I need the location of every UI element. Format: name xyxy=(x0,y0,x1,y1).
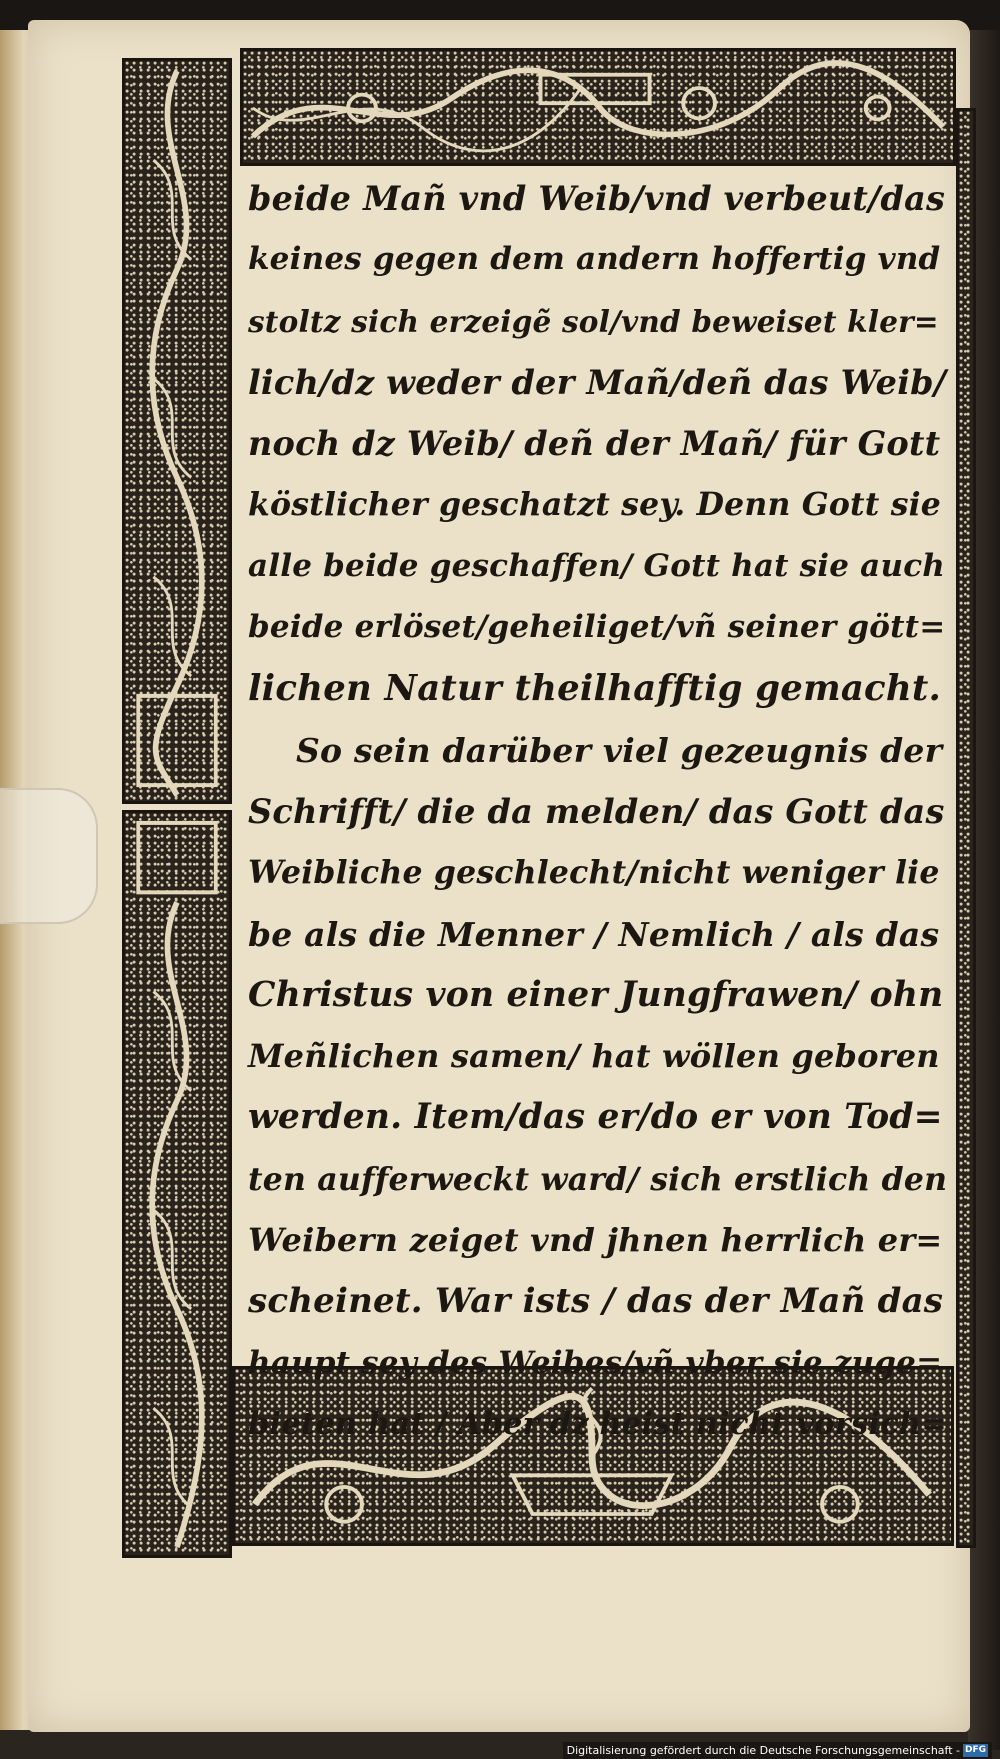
text-line: be als die Menner / Nemlich / als das xyxy=(248,914,940,954)
page-clip xyxy=(0,788,98,924)
text-line: Weibliche geschlecht/nicht weniger lie xyxy=(248,854,940,892)
ornament-border-right-edge xyxy=(956,108,976,1548)
text-line: alle beide geschaffen/ Gott hat sie auch xyxy=(248,547,946,584)
text-line: beide Mañ vnd Weib/vnd verbeut/das xyxy=(248,179,946,218)
text-line: Meñlichen samen/ hat wöllen geboren xyxy=(248,1037,940,1076)
text-line: Weibern zeiget vnd jhnen herrlich er= xyxy=(248,1221,943,1260)
text-line: scheinet. War ists / das der Mañ das xyxy=(248,1281,944,1322)
ornament-border-left-upper xyxy=(122,58,232,804)
text-line: beide erlöset/geheiliget/vñ seiner gött= xyxy=(248,609,946,646)
text-line: Schrifft/ die da melden/ das Gott das xyxy=(248,791,945,831)
text-line: köstlicher geschatzt sey. Denn Gott sie xyxy=(248,486,942,524)
credit-text: Digitalisierung gefördert durch die Deutsche Forschungsgemeinschaft - xyxy=(566,1744,960,1757)
dfg-logo: DFG xyxy=(964,1745,986,1755)
text-line: lichen Natur theilhafftig gemacht. xyxy=(248,668,942,710)
ornament-border-top xyxy=(240,48,956,166)
page-text xyxy=(248,168,948,1442)
ornament-border-left-lower xyxy=(122,810,232,1558)
text-line: haupt sey des Weibes/vñ vber sie zuge= xyxy=(248,1344,943,1381)
text-line: Christus von einer Jungfrawen/ ohn xyxy=(248,974,944,1015)
text-line: So sein darüber viel gezeugnis der xyxy=(296,730,943,770)
digitization-credit xyxy=(563,1742,992,1759)
text-line: keines gegen dem andern hoffertig vnd xyxy=(248,241,941,278)
text-line: noch dz Weib/ deñ der Mañ/ für Gott xyxy=(248,424,941,464)
text-line: werden. Item/das er/do er von Tod= xyxy=(248,1097,943,1138)
text-line: ten aufferweckt ward/ sich erstlich den xyxy=(248,1160,948,1198)
text-line: bieten hat / Aber dz heist nicht vorsich= xyxy=(248,1405,948,1442)
text-line: lich/dz weder der Mañ/deñ das Weib/ xyxy=(248,362,947,402)
text-line: stoltz sich erzeigẽ sol/vnd beweiset kler= xyxy=(248,303,939,339)
